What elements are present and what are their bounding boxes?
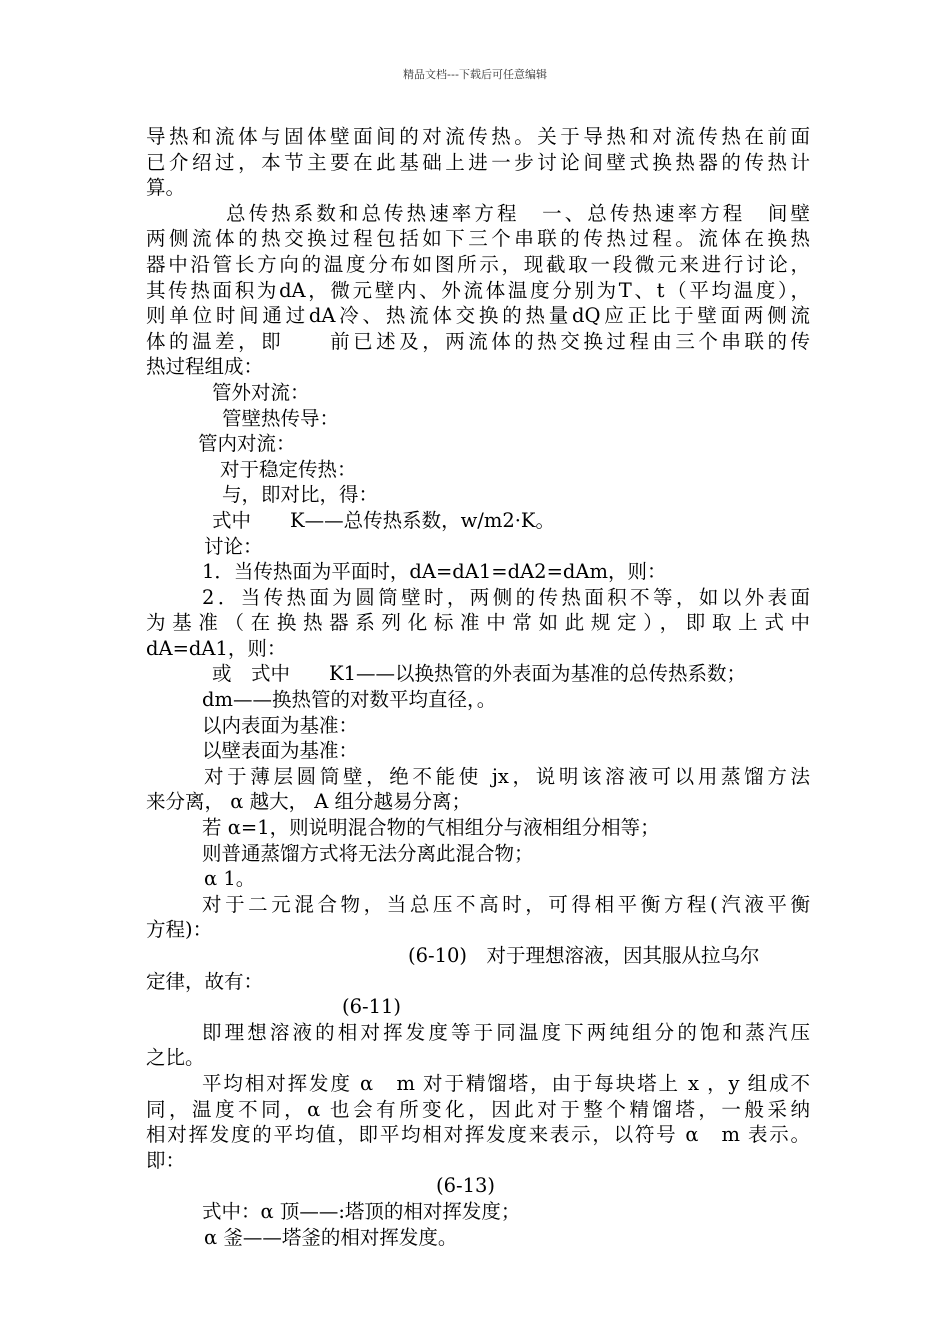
text-line: 对于二元混合物，当总压不高时，可得相平衡方程(汽液平衡 [202,892,810,916]
text-line: 对于薄层圆筒壁，绝不能使 jx，说明该溶液可以用蒸馏方法 [204,764,810,788]
document-body [146,124,810,1250]
text-line: 式中：α 顶——:塔顶的相对挥发度； [202,1199,521,1223]
text-line: α 釜——塔釜的相对挥发度。 [204,1225,458,1249]
text-line: (6-13) [436,1174,496,1198]
text-line: 管内对流： [198,432,296,456]
text-line: 算。 [146,176,186,200]
text-line: 以内表面为基准： [202,713,359,737]
text-line: 体的温差，即 前已述及，两流体的热交换过程由三个串联的传 [146,329,810,353]
text-line: α 1。 [204,867,256,891]
text-line: 则普通蒸馏方式将无法分离此混合物； [202,841,534,865]
text-line: 即理想溶液的相对挥发度等于同温度下两纯组分的饱和蒸汽压 [202,1020,810,1044]
text-line: 即： [146,1148,186,1172]
text-line: 相对挥发度的平均值，即平均相对挥发度来表示，以符号 α m 表示。 [146,1123,810,1147]
text-line: 来分离， α 越大， A 组分越易分离； [146,790,472,814]
text-line: (6-11) [342,995,402,1019]
text-line: 或 式中 K1——以换热管的外表面为基准的总传热系数； [212,662,746,686]
text-line: 平均相对挥发度 α m 对于精馏塔，由于每块塔上 x ，y 组成不 [202,1071,810,1095]
text-line: 定律，故有： [146,969,264,993]
text-line: 1．当传热面为平面时，dA=dA1=dA2=dAm，则： [202,560,667,584]
text-line: 管外对流： [212,380,310,404]
text-line: dm——换热管的对数平均直径，。 [202,688,497,712]
text-line: 同，温度不同，α 也会有所变化，因此对于整个精馏塔，一般采纳 [146,1097,810,1121]
text-line: 已介绍过，本节主要在此基础上进一步讨论间壁式换热器的传热计 [146,150,810,174]
text-line: 若 α=1，则说明混合物的气相组分与液相组分相等； [202,816,660,840]
text-line: 总传热系数和总传热速率方程 一、总传热速率方程 间壁 [226,201,810,225]
text-line: 式中 K——总传热系数，w/m2·K。 [212,508,555,532]
text-line: 管壁热传导： [222,406,340,430]
text-line: (6-10) 对于理想溶液，因其服从拉乌尔 [408,944,760,967]
text-line: 讨论： [204,534,263,558]
text-line: 则单位时间通过dA冷、热流体交换的热量dQ应正比于壁面两侧流 [146,304,810,328]
text-line: 2．当传热面为圆筒壁时，两侧的传热面积不等，如以外表面 [202,585,810,609]
text-line: 之比。 [146,1046,205,1070]
text-line: 热过程组成： [146,355,264,379]
text-line: 对于稳定传热： [220,457,357,481]
text-line: 其传热面积为dA，微元壁内、外流体温度分别为T、t（平均温度）， [146,278,810,302]
text-line: 方程)： [146,918,213,942]
text-line: 为基准（在换热器系列化标准中常如此规定），即取上式中 [146,611,810,635]
text-line: 导热和流体与固体壁面间的对流传热。关于导热和对流传热在前面 [146,125,810,148]
text-line: 以壁表面为基准： [202,739,359,763]
text-line: dA=dA1，则： [146,636,287,660]
text-line: 器中沿管长方向的温度分布如图所示，现截取一段微元来进行讨论， [146,252,810,276]
text-line: 两侧流体的热交换过程包括如下三个串联的传热过程。流体在换热 [146,227,810,251]
page-header: 精品文档---下载后可任意编辑 [403,68,547,81]
text-line: 与，即对比，得： [222,483,379,507]
